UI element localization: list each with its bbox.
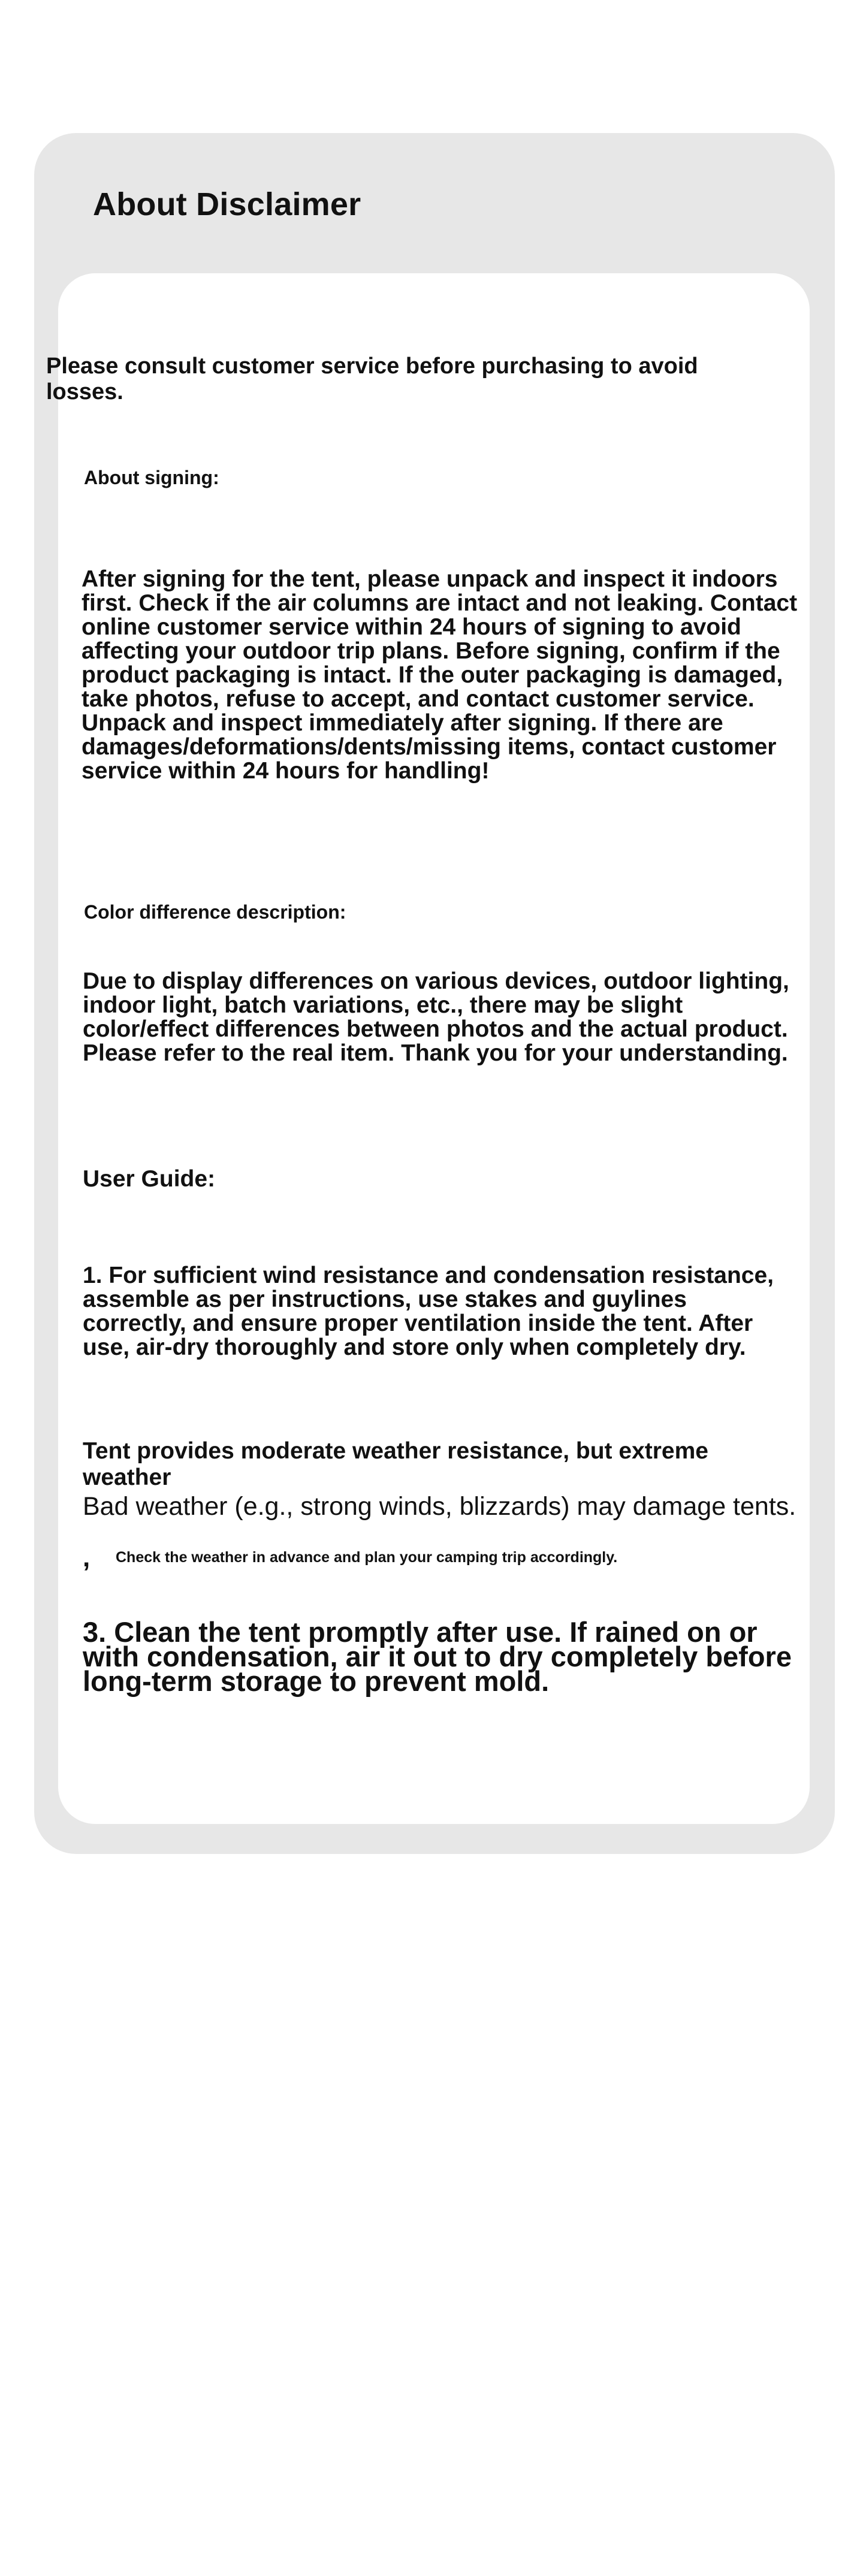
color-body: Due to display differences on various devices, outdoor lighting, indoor light, batch variations, etc., there may be slight color/effect differences between photos and the actual product. Please refer to the real item. Thank you for your understanding. bbox=[83, 968, 789, 1066]
color-heading: Color difference description: bbox=[84, 901, 346, 923]
guide-item-1: 1. For sufficient wind resistance and condensation resistance, assemble as per instructions, use stakes and guylines correctly, and ensure proper ventilation inside the tent. After use, air-dry thoroughly and store only when completely dry. bbox=[83, 1263, 774, 1360]
purchase-warning: Please consult customer service before purchasing to avoid losses. bbox=[46, 354, 698, 404]
user-guide-heading: User Guide: bbox=[83, 1166, 216, 1192]
signing-heading: About signing: bbox=[84, 467, 219, 488]
signing-body: After signing for the tent, please unpack and inspect it indoors first. Check if the air columns are intact and not leaking. Contact online customer service within 24 hours of signing to avoid affecting your outdoor trip plans. Before signing, confirm if the product packaging is intact. If the outer packaging is damaged, take photos, refuse to accept, and contact customer service. Unpack and inspect immediately after signing. If there are damages/deformations/dents/missing items, contact customer service within 24 hours for handling! bbox=[82, 566, 798, 784]
guide-item-2-line-2: Bad weather (e.g., strong winds, blizzards) may damage tents. bbox=[83, 1492, 796, 1521]
guide-item-2-note: Check the weather in advance and plan your camping trip accordingly. bbox=[116, 1549, 618, 1566]
page-title: About Disclaimer bbox=[93, 186, 361, 222]
guide-item-2-comma: , bbox=[83, 1543, 90, 1572]
guide-item-2-line-1: Tent provides moderate weather resistance, but extreme weather bbox=[83, 1438, 708, 1490]
guide-item-3: 3. Clean the tent promptly after use. If rained on or with condensation, air it out to dry completely before long-term storage to prevent mold. bbox=[83, 1616, 792, 1697]
